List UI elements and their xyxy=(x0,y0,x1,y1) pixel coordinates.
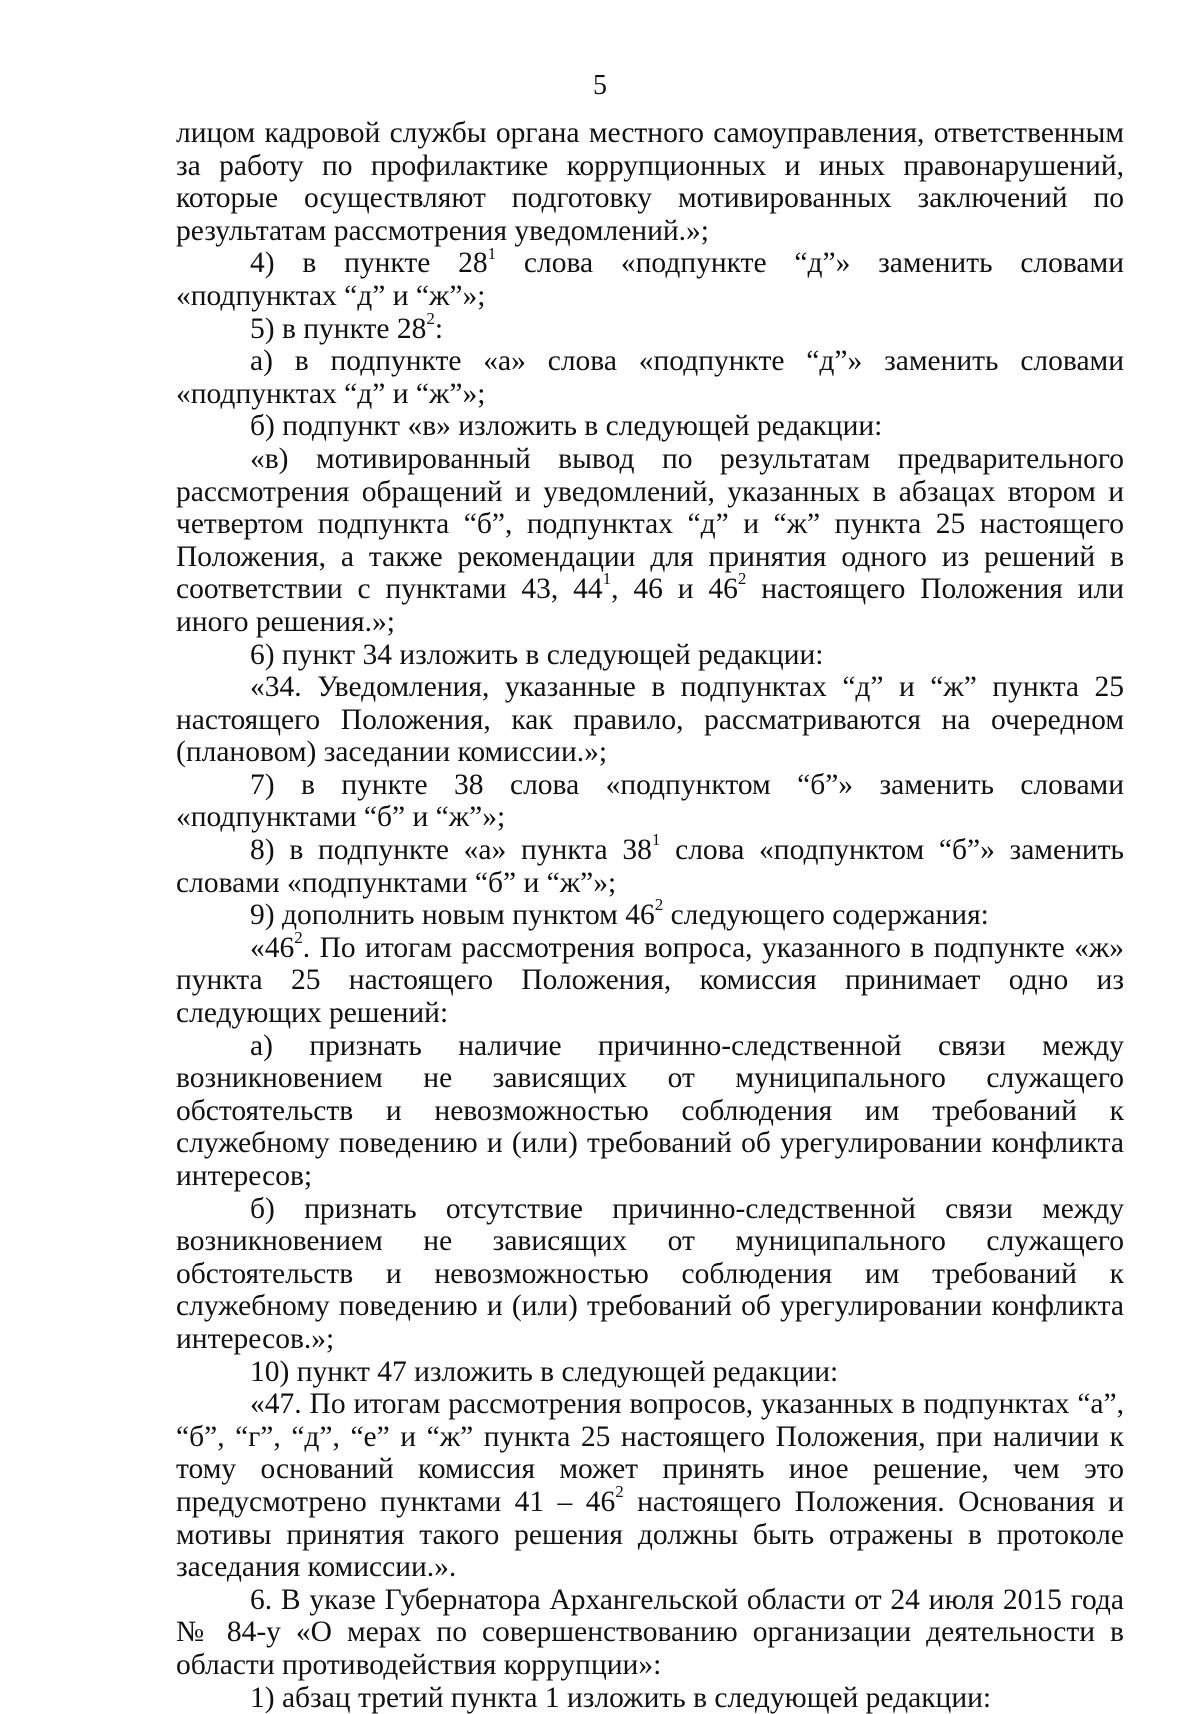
paragraph-quote-34: «34. Уведомления, указанные в подпунктах “д” и “ж” пункта 25 настоящего Положения, как правило, рассматриваются на очередном (плановом) заседании комиссии.»; xyxy=(176,671,1124,769)
paragraph-item-5b: б) подпункт «в» изложить в следующей редакции: xyxy=(176,410,1124,443)
paragraph-item-8: 8) в подпункте «а» пункта $38^1$ слова «подпунктом “б”» заменить словами «подпунктами “б” и “ж”»; xyxy=(176,834,1124,899)
paragraph-section-6: 6. В указе Губернатора Архангельской области от 24 июля 2015 года № 84-у «О мерах по совершенствованию организации деятельности в области противодействия коррупции»: xyxy=(176,1584,1124,1682)
document-body xyxy=(176,117,1124,1714)
paragraph-decision-a: а) признать наличие причинно-следственной связи между возникновением не зависящих от муниципального служащего обстоятельств и невозможностью соблюдения им требований к служебному поведению и (или) требований об урегулировании конфликта интересов; xyxy=(176,1030,1124,1193)
page-number: 5 xyxy=(0,70,1200,102)
paragraph-item-9: 9) дополнить новым пунктом $46^2$ следующего содержания: xyxy=(176,899,1124,932)
paragraph-quote-47: «47. По итогам рассмотрения вопросов, указанных в подпунктах “а”, “б”, “г”, “д”, “е” и “ж” пункта 25 настоящего Положения, при наличии к тому оснований комиссия может принять иное решение, чем это предусмотрено пунктами $41 - 46^2$ настоящего Положения. Основания и мотивы принятия такого решения должны быть отражены в протоколе заседания комиссии.». xyxy=(176,1388,1124,1584)
paragraph-item-10: 10) пункт 47 изложить в следующей редакции: xyxy=(176,1356,1124,1389)
paragraph-section-6-item-1: 1) абзац третий пункта 1 изложить в следующей редакции: xyxy=(176,1682,1124,1714)
paragraph-item-7: 7) в пункте 38 слова «подпунктом “б”» заменить словами «подпунктами “б” и “ж”»; xyxy=(176,769,1124,834)
paragraph-item-6: 6) пункт 34 изложить в следующей редакции: xyxy=(176,639,1124,672)
paragraph-continuation: лицом кадровой службы органа местного самоуправления, ответственным за работу по профилактике коррупционных и иных правонарушений, которые осуществляют подготовку мотивированных заключений по результатам рассмотрения уведомлений.»; xyxy=(176,117,1124,247)
paragraph-item-4: 4) в пункте $28^1$ слова «подпункте “д”» заменить словами «подпунктах “д” и “ж”»; xyxy=(176,247,1124,312)
paragraph-item-5a: а) в подпункте «а» слова «подпункте “д”» заменить словами «подпунктах “д” и “ж”»; xyxy=(176,345,1124,410)
paragraph-decision-b: б) признать отсутствие причинно-следственной связи между возникновением не зависящих от муниципального служащего обстоятельств и невозможностью соблюдения им требований к служебному поведению и (или) требований об урегулировании конфликта интересов.»; xyxy=(176,1193,1124,1356)
paragraph-quote-v: «в) мотивированный вывод по результатам предварительного рассмотрения обращений и уведомлений, указанных в абзацах втором и четвертом подпункта “б”, подпунктах “д” и “ж” пункта 25 настоящего Положения, а также рекомендации для принятия одного из решений в соответствии с пунктами 43, $44^1$, 46 и $46^2$ настоящего Положения или иного решения.»; xyxy=(176,443,1124,639)
paragraph-item-5: 5) в пункте $28^2$: xyxy=(176,313,1124,346)
paragraph-quote-46-2: «$46^2$. По итогам рассмотрения вопроса, указанного в подпункте «ж» пункта 25 настоящего Положения, комиссия принимает одно из следующих решений: xyxy=(176,932,1124,1030)
